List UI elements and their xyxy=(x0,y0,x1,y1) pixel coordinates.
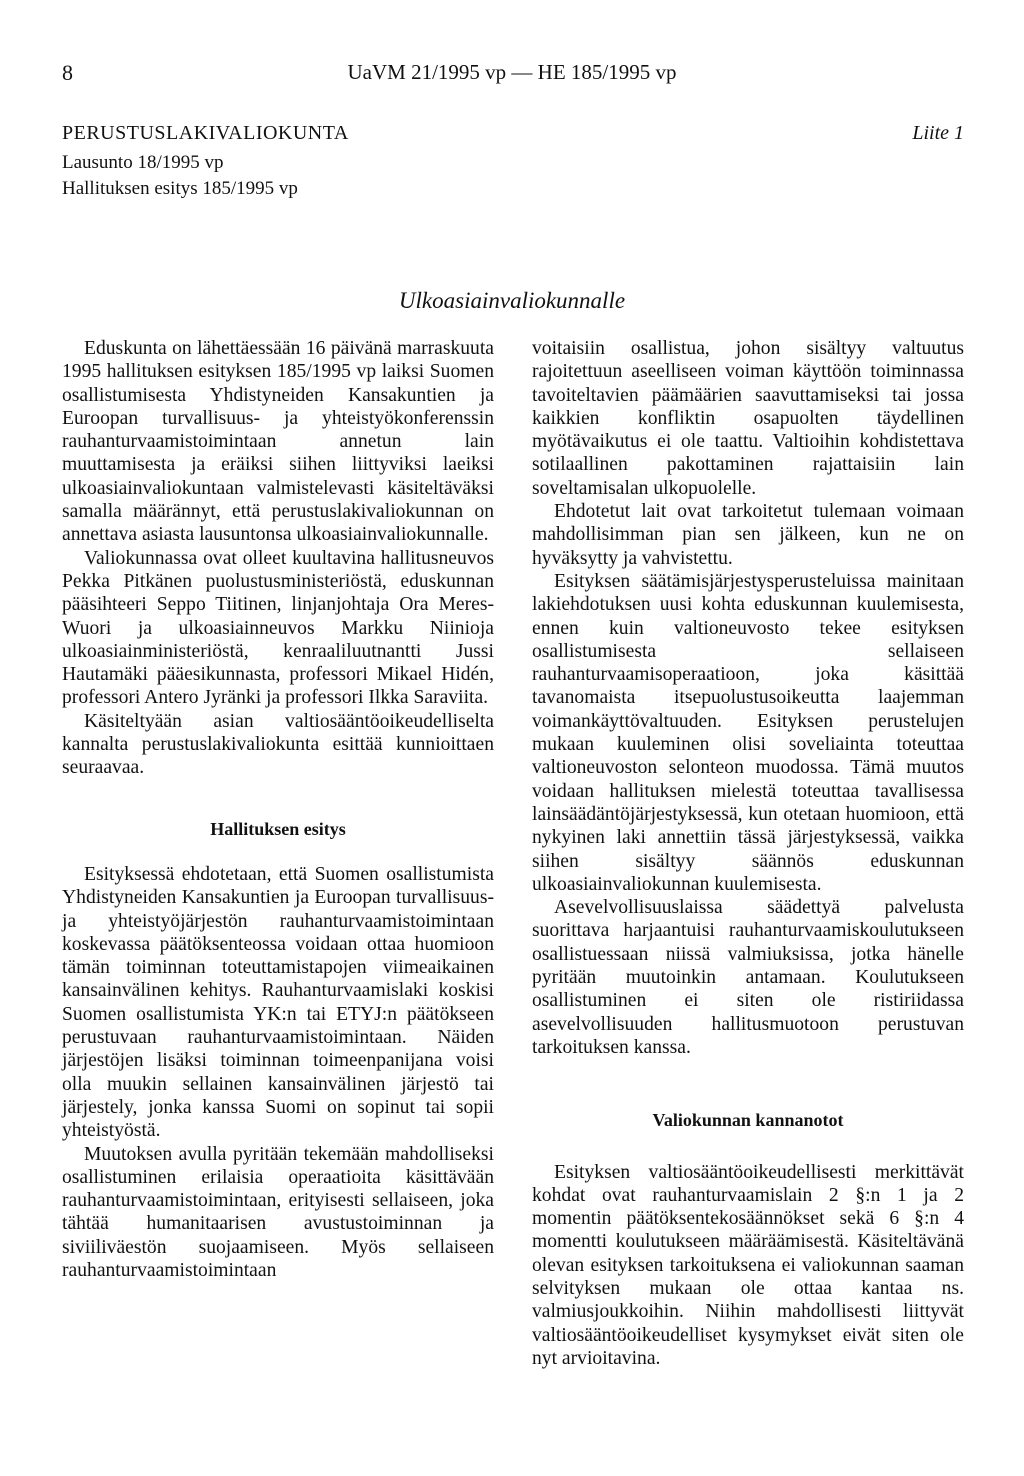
section-heading-committee-position: Valiokunnan kannanotot xyxy=(652,1110,844,1131)
left-column xyxy=(62,337,494,1282)
paragraph: Esityksen valtiosääntöoikeudellisesti merkittävät kohdat ovat rauhanturvaamislain 2 §:n 1 ja 2 momentin päätöksentekosäännökset sekä 6 §:n 4 momentti koulutukseen määräämisestä. Käsiteltävänä olevan esityksen tarkoituksena ei valiokunnan saaman selvityksen mukaan ole ottaa kantaa ns. valmiusjoukkoihin. Niihin mahdollisesti liittyvät valtiosääntöoikeudelliset kysymykset eivät siten ole nyt arvioitavina. xyxy=(532,1161,964,1369)
running-title: UaVM 21/1995 vp — HE 185/1995 vp xyxy=(347,60,677,84)
paragraph: Käsiteltyään asian valtiosääntöoikeudelliselta kannalta perustuslakivaliokunta esittää kunnioittaen seuraavaa. xyxy=(62,710,494,779)
paragraph: Asevelvollisuuslaissa säädettyä palvelusta suorittava harjaantuisi rauhanturvaamiskoulutukseen osallistuessaan niissä valmiuksissa, jotka hänelle pyritään muutoinkin antamaan. Koulutukseen osallistuminen ei siten ole ristiriidassa asevelvollisuuden hallitusmuotoon perustuvan tarkoituksen kanssa. xyxy=(532,897,964,1058)
paragraph: Esityksessä ehdotetaan, että Suomen osallistumista Yhdistyneiden Kansakuntien ja Euroopan turvallisuus- ja yhteistyöjärjestön rauhanturvaamistoimintaan koskevassa päätöksenteossa voidaan ottaa huomioon tämän toiminnan toteuttamistapojen viimeaikainen kansainvälinen kehitys. Rauhanturvaamislaki koskisi Suomen osallistumista YK:n tai ETYJ:n päätökseen perustuvaan rauhanturvaamistoimintaan. Näiden järjestöjen lisäksi toiminnan toimeenpanijana voisi olla muukin sellainen kansainvälinen järjestö tai järjestely, jonka kanssa Suomi on sopinut tai sopii yhteistyöstä. xyxy=(62,863,494,1142)
paragraph: Muutoksen avulla pyritään tekemään mahdolliseksi osallistuminen erilaisia operaatioita käsittävään rauhanturvaamistoimintaan, erityisesti sellaiseen, joka tähtää humanitaarisen avustustoiminnan ja siviiliväestön suojaamiseen. Myös sellaiseen rauhanturvaamistoimintaan xyxy=(62,1143,494,1281)
addressee: Ulkoasiainvaliokunnalle xyxy=(398,288,626,313)
paragraph: Valiokunnassa ovat olleet kuultavina hallitusneuvos Pekka Pitkänen puolustusministeriöstä, eduskunnan pääsihteeri Seppo Tiitinen, linjanjohtaja Ora Meres-Wuori ja ulkoasiainneuvos Markku Niinioja ulkoasiainministeriöstä, kenraaliluutnantti Jussi Hautamäki pääesikunnasta, professori Mikael Hidén, professori Antero Jyränki ja professori Ilkka Saraviita. xyxy=(62,547,494,709)
committee-name: PERUSTUSLAKIVALIOKUNTA xyxy=(62,122,349,144)
page-number: 8 xyxy=(62,60,73,85)
section-heading-government-proposal: Hallituksen esitys xyxy=(210,818,346,839)
paragraph: Eduskunta on lähettäessään 16 päivänä marraskuuta 1995 hallituksen esityksen 185/1995 vp laiksi Suomen osallistumisesta Yhdistyneiden Kansakuntien ja Euroopan turvallisuus- ja yhteistyökonferenssin rauhanturvaamistoimintaan annetun lain muuttamisesta ja eräiksi siihen liittyviksi laeiksi ulkoasiainvaliokuntaan valmistelevasti käsiteltäväksi samalla määrännyt, että perustuslakivaliokunnan on annettava asiasta lausuntonsa ulkoasiainvaliokunnalle. xyxy=(62,338,494,546)
statement-number: Lausunto 18/1995 vp xyxy=(62,152,224,173)
right-column xyxy=(532,337,964,1370)
government-proposal-number: Hallituksen esitys 185/1995 vp xyxy=(62,178,298,199)
paragraph: voitaisiin osallistua, johon sisältyy valtuutus rajoitettuun aseelliseen voiman käyttöön toiminnassa tavoiteltavien päämäärien saavuttamiseksi tai jossa kaikkien konfliktin osapuolten täydellinen myötävaikutus ei ole taattu. Valtioihin kohdistettava sotilaallinen pakottaminen rajattaisiin lain soveltamisalan ulkopuolelle. xyxy=(532,338,964,499)
paragraph: Ehdotetut lait ovat tarkoitetut tulemaan voimaan mahdollisimman pian sen jälkeen, kun ne on hyväksytty ja vahvistettu. xyxy=(532,501,964,569)
paragraph: Esityksen säätämisjärjestysperusteluissa mainitaan lakiehdotuksen uusi kohta eduskunnan kuulemisesta, ennen kuin valtioneuvosto tekee esityksen osallistumisesta sellaiseen rauhanturvaamisoperaatioon, joka käsittää tavanomaista itsepuolustusoikeutta laajemman voimankäyttövaltuuden. Esityksen perustelujen mukaan kuuleminen olisi soveliainta toteuttaa valtioneuvoston selonteon muodossa. Tämä muutos voidaan hallituksen mielestä toteuttaa tavallisessa lainsäädäntöjärjestyksessä, kun otetaan huomioon, että nykyinen laki annettiin tässä järjestyksessä, vaikka siihen sisältyy säännös eduskunnan ulkoasiainvaliokunnan kuulemisesta. xyxy=(532,570,964,895)
appendix-label: Liite 1 xyxy=(912,122,964,144)
